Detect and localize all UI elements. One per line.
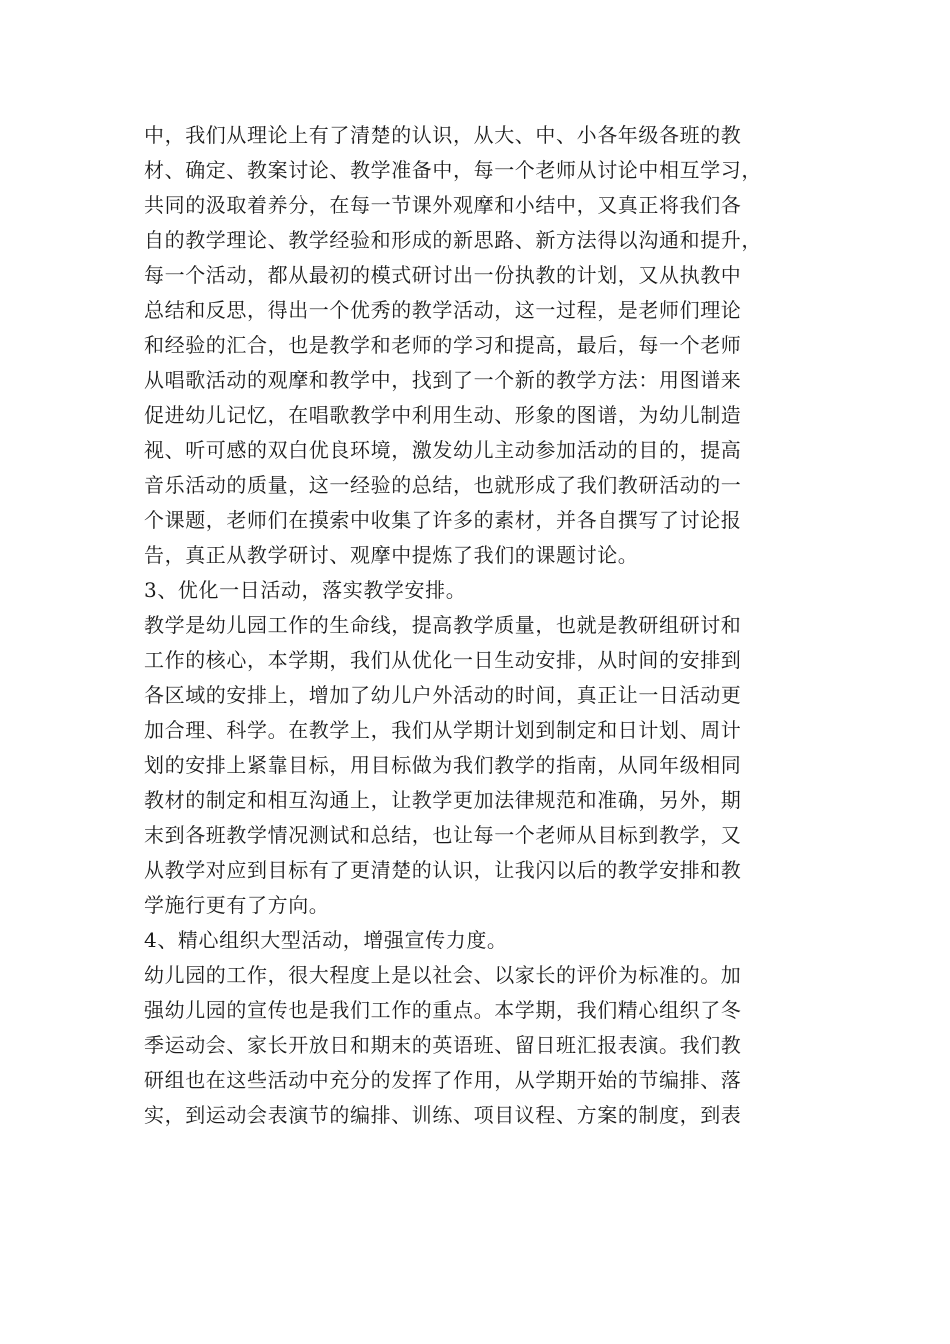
text-line: 材、确定、教案讨论、教学准备中，每一个老师从讨论中相互学习， — [144, 158, 762, 182]
text-line: 研组也在这些活动中充分的发挥了作用，从学期开始的节编排、落 — [144, 1068, 742, 1092]
text-line: 教学是幼儿园工作的生命线，提高教学质量，也就是教研组研讨和 — [144, 613, 742, 637]
text-line: 季运动会、家长开放日和期末的英语班、留日班汇报表演。我们教 — [144, 1033, 742, 1057]
text-line: 各区域的安排上，增加了幼儿户外活动的时间，真正让一日活动更 — [144, 683, 742, 707]
text-line: 和经验的汇合，也是教学和老师的学习和提高，最后，每一个老师 — [144, 333, 742, 357]
text-line: 每一个活动，都从最初的模式研讨出一份执教的计划，又从执教中 — [144, 263, 742, 287]
text-line: 末到各班教学情况测试和总结，也让每一个老师从目标到教学，又 — [144, 823, 742, 847]
text-line: 工作的核心，本学期，我们从优化一日生动安排，从时间的安排到 — [144, 648, 742, 672]
text-line: 教材的制定和相互沟通上，让教学更加法律规范和准确，另外，期 — [144, 788, 742, 812]
text-line: 共同的汲取着养分，在每一节课外观摩和小结中，又真正将我们各 — [144, 193, 742, 217]
section-heading-3: 3、优化一日活动，落实教学安排。 — [144, 578, 467, 602]
text-line: 告，真正从教学研讨、观摩中提炼了我们的课题讨论。 — [144, 543, 639, 567]
text-line: 幼儿园的工作，很大程度上是以社会、以家长的评价为标准的。加 — [144, 963, 742, 987]
text-line: 促进幼儿记忆，在唱歌教学中利用生动、形象的图谱，为幼儿制造 — [144, 403, 742, 427]
text-line: 总结和反思，得出一个优秀的教学活动，这一过程，是老师们理论 — [144, 298, 742, 322]
text-line: 音乐活动的质量，这一经验的总结，也就形成了我们教研活动的一 — [144, 473, 742, 497]
text-line: 从教学对应到目标有了更清楚的认识，让我闪以后的教学安排和教 — [144, 858, 742, 882]
text-line: 加合理、科学。在教学上，我们从学期计划到制定和日计划、周计 — [144, 718, 742, 742]
text-line: 个课题，老师们在摸索中收集了许多的素材，并各自撰写了讨论报 — [144, 508, 742, 532]
document-body — [144, 118, 816, 1133]
text-line: 实，到运动会表演节的编排、训练、项目议程、方案的制度，到表 — [144, 1103, 742, 1127]
text-line: 学施行更有了方向。 — [144, 893, 330, 917]
text-line: 从唱歌活动的观摩和教学中，找到了一个新的教学方法：用图谱来 — [144, 368, 742, 392]
text-line: 自的教学理论、教学经验和形成的新思路、新方法得以沟通和提升， — [144, 228, 762, 252]
text-line: 中，我们从理论上有了清楚的认识，从大、中、小各年级各班的教 — [144, 123, 742, 147]
section-heading-4: 4、精心组织大型活动，增强宣传力度。 — [144, 928, 508, 952]
text-line: 视、听可感的双白优良环境，激发幼儿主动参加活动的目的，提高 — [144, 438, 742, 462]
text-line: 划的安排上紧靠目标，用目标做为我们教学的指南，从同年级相同 — [144, 753, 742, 777]
text-line: 强幼儿园的宣传也是我们工作的重点。本学期，我们精心组织了冬 — [144, 998, 742, 1022]
